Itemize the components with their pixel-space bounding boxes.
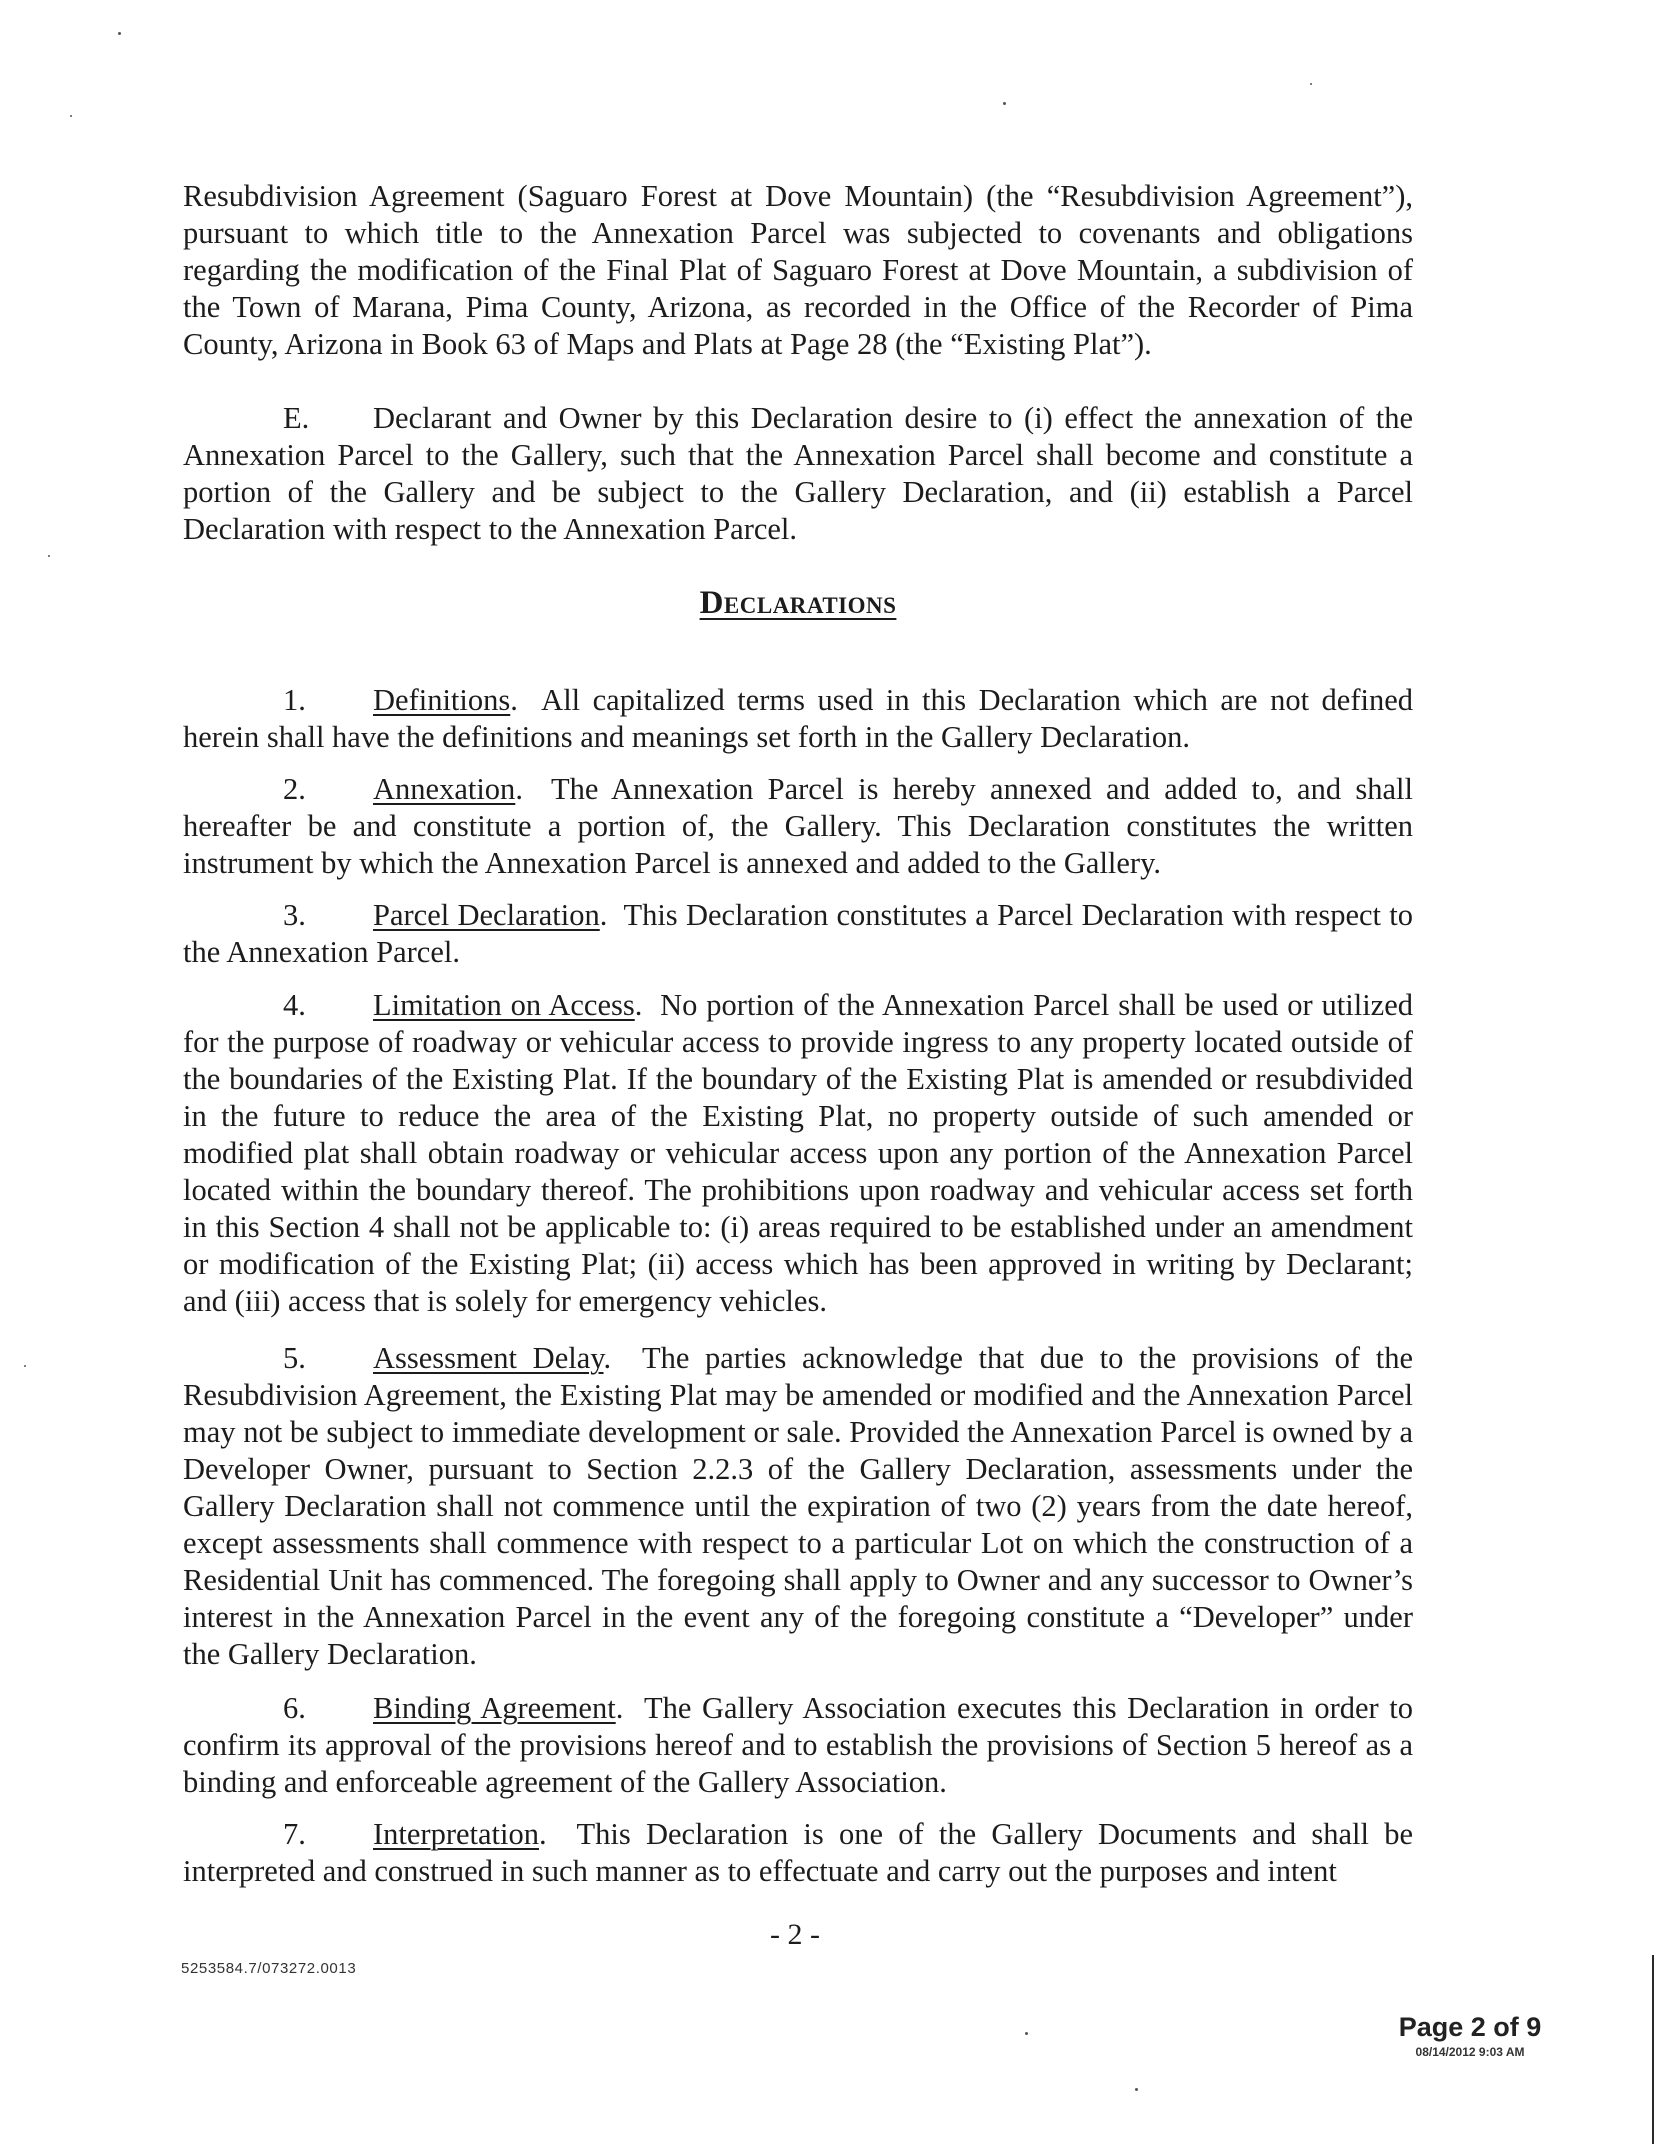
section-number: 6. <box>283 1691 306 1725</box>
section-title: Parcel Declaration <box>373 898 600 932</box>
section-title: Interpretation <box>373 1817 539 1851</box>
section-5: 5. Assessment Delay. The parties acknowledge that due to the provisions of the Resubdivision Agreement, the Existing Plat may be amended or modified and the Annexation Parcel may not be subject to immediate development or sale. Provided the Annexation Parcel is owned by a Developer Owner, pursuant to Section 2.2.3 of the Gallery Declaration, assessments under the Gallery Declaration shall not commence until the expiration of two (2) years from the date hereof, except assessments shall commence with respect to a particular Lot on which the construction of a Residential Unit has commenced. The foregoing shall apply to Owner and any successor to Owner’s interest in the Annexation Parcel in the event any of the foregoing constitute a “Developer” under the Gallery Declaration. <box>183 1341 1414 1671</box>
section-text: The parties acknowledge that due to the provisions of the Resubdivision Agreement, the Existing Plat may be amended or modified and the Annexation Parcel may not be subject to immediate development or sale. Provided the Annexation Parcel is owned by a Developer Owner, pursuant to Section 2.2.3 of the Gallery Declaration, assessments under the Gallery Declaration shall not commence until the expiration of two (2) years from the date hereof, except assessments shall commence with respect to a particular Lot on which the construction of a Residential Unit has commenced. The foregoing shall apply to Owner and any successor to Owner’s interest in the Annexation Parcel in the event any of the foregoing constitute a “Developer” under the Gallery Declaration. <box>183 1341 1414 1671</box>
section-number: 2. <box>283 772 306 806</box>
section-number: 5. <box>283 1341 306 1375</box>
section-title: Binding Agreement <box>373 1691 616 1725</box>
scan-speck <box>24 1365 26 1367</box>
section-2: 2. Annexation. The Annexation Parcel is hereby annexed and added to, and shall hereafter be and constitute a portion of, the Gallery. This Declaration constitutes the written instrument by which the Annexation Parcel is annexed and added to the Gallery. <box>183 772 1413 880</box>
section-number: 3. <box>283 898 306 932</box>
section-number: 1. <box>283 683 306 717</box>
recital-e <box>183 400 1413 548</box>
page-number: - 2 - <box>770 1918 820 1951</box>
section-text: All capitalized terms used in this Declaration which are not defined herein shall have the definitions and meanings set forth in the Gallery Declaration. <box>183 683 1413 754</box>
recorder-timestamp: 08/14/2012 9:03 AM <box>1415 2045 1525 2059</box>
scan-speck <box>1025 2032 1028 2035</box>
section-text: This Declaration constitutes a Parcel Declaration with respect to the Annexation Parcel. <box>183 898 1414 969</box>
section-title: Annexation <box>373 772 516 806</box>
section-6: 6. Binding Agreement. The Gallery Association executes this Declaration in order to confirm its approval of the provisions hereof and to establish the provisions of Section 5 hereof as a binding and enforceable agreement of the Gallery Association. <box>183 1691 1413 1799</box>
section-7: 7. Interpretation. This Declaration is one of the Gallery Documents and shall be interpreted and construed in such manner as to effectuate and carry out the purposes and intent <box>183 1817 1413 1888</box>
section-text: The Gallery Association executes this Declaration in order to confirm its approval of the provisions hereof and to establish the provisions of Section 5 hereof as a binding and enforceable agreement of the Gallery Association. <box>183 1691 1413 1799</box>
scan-edge-line <box>1652 1955 1654 2144</box>
scan-speck <box>1003 102 1006 105</box>
scan-speck <box>118 32 121 35</box>
section-3: 3. Parcel Declaration. This Declaration constitutes a Parcel Declaration with respect to the Annexation Parcel. <box>183 898 1414 969</box>
section-number: 4. <box>283 988 306 1022</box>
scan-speck <box>1310 83 1312 85</box>
recital-e-label: E. <box>283 401 310 435</box>
scan-speck <box>70 115 72 117</box>
recital-d-text: Resubdivision Agreement (Saguaro Forest at Dove Mountain) (the “Resubdivision Agreement”), pursuant to which title to the Annexation Parcel was subjected to covenants and obligations regarding the modification of the Final Plat of Saguaro Forest at Dove Mountain, a subdivision of the Town of Marana, Pima County, Arizona, as recorded in the Office of the Recorder of Pima County, Arizona in Book 63 of Maps and Plats at Page 28 (the “Existing Plat”). <box>183 179 1413 361</box>
section-text: This Declaration is one of the Gallery Documents and shall be interpreted and construed in such manner as to effectuate and carry out the purposes and intent <box>183 1817 1413 1888</box>
section-4: 4. Limitation on Access. No portion of the Annexation Parcel shall be used or utilized for the purpose of roadway or vehicular access to provide ingress to any property located outside of the boundaries of the Existing Plat. If the boundary of the Existing Plat is amended or resubdivided in the future to reduce the area of the Existing Plat, no property outside of such amended or modified plat shall obtain roadway or vehicular access upon any portion of the Annexation Parcel located within the boundary thereof. The prohibitions upon roadway and vehicular access set forth in this Section 4 shall not be applicable to: (i) areas required to be established under an amendment or modification of the Existing Plat; (ii) access which has been approved in writing by Declarant; and (iii) access that is solely for emergency vehicles. <box>183 988 1413 1318</box>
section-text: The Annexation Parcel is hereby annexed and added to, and shall hereafter be and constitute a portion of, the Gallery. This Declaration constitutes the written instrument by which the Annexation Parcel is annexed and added to the Gallery. <box>183 772 1413 880</box>
section-number: 7. <box>283 1817 306 1851</box>
section-title: Definitions <box>373 683 511 717</box>
section-title: Assessment Delay <box>373 1341 604 1375</box>
section-text: No portion of the Annexation Parcel shall be used or utilized for the purpose of roadway or vehicular access to provide ingress to any property located outside of the boundaries of the Existing Plat. If the boundary of the Existing Plat is amended or resubdivided in the future to reduce the area of the Existing Plat, no property outside of such amended or modified plat shall obtain roadway or vehicular access upon any portion of the Annexation Parcel located within the boundary thereof. The prohibitions upon roadway and vehicular access set forth in this Section 4 shall not be applicable to: (i) areas required to be established under an amendment or modification of the Existing Plat; (ii) access which has been approved in writing by Declarant; and (iii) access that is solely for emergency vehicles. <box>183 988 1413 1318</box>
scan-speck <box>48 555 50 557</box>
recital-e-text: Declarant and Owner by this Declaration desire to (i) effect the annexation of the Annexation Parcel to the Gallery, such that the Annexation Parcel shall become and constitute a portion of the Gallery and be subject to the Gallery Declaration, and (ii) establish a Parcel Declaration with respect to the Annexation Parcel. <box>183 401 1413 546</box>
recorder-page-label: Page 2 of 9 <box>1398 2012 1542 2042</box>
declarations-heading-text: Declarations <box>699 585 897 621</box>
declarations-heading <box>183 585 1413 622</box>
section-title: Limitation on Access <box>373 988 635 1022</box>
scan-speck <box>1135 2088 1138 2091</box>
recital-d-continued <box>183 178 1413 363</box>
section-1: 1. Definitions. All capitalized terms used in this Declaration which are not defined herein shall have the definitions and meanings set forth in the Gallery Declaration. <box>183 683 1413 754</box>
document-id: 5253584.7/073272.0013 <box>181 1960 357 1977</box>
